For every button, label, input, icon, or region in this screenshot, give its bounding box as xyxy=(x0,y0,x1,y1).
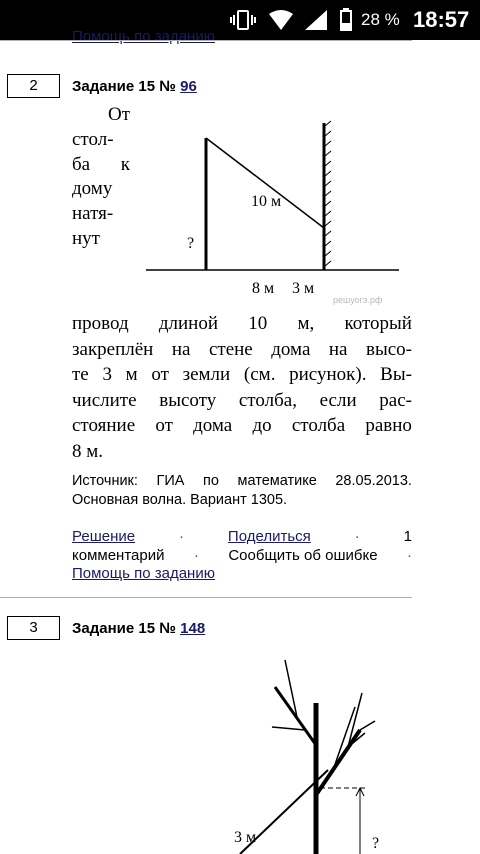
wire-line xyxy=(206,138,324,228)
vibrate-icon xyxy=(230,0,256,40)
label-length: 3 м xyxy=(234,829,257,846)
label-hyp: 10 м xyxy=(251,193,282,210)
divider xyxy=(0,597,412,598)
text-line xyxy=(72,362,412,388)
task-title xyxy=(72,620,205,637)
text-word: до xyxy=(252,415,272,437)
task-id-link[interactable]: 96 xyxy=(180,78,197,95)
text-word: по xyxy=(203,473,219,489)
text-word: стояние xyxy=(72,415,136,437)
text-line xyxy=(72,413,412,439)
label-question: ? xyxy=(187,235,195,252)
text-word: столба, xyxy=(238,389,297,411)
text-word: ба xyxy=(72,153,91,175)
battery-icon xyxy=(339,0,353,40)
label-question: ? xyxy=(372,835,380,852)
label-base: 8 м xyxy=(252,280,275,297)
task-number-box: 2 xyxy=(7,74,60,98)
text-word: равно xyxy=(365,415,412,437)
text-line xyxy=(72,472,412,491)
watermark: решуогэ.рф xyxy=(333,295,383,305)
task-id-link[interactable]: 148 xyxy=(180,620,206,637)
text-word: рисунок). xyxy=(289,364,367,386)
text-word: рас- xyxy=(379,389,412,411)
task-text-wrap xyxy=(72,103,130,252)
text-word: длиной xyxy=(158,313,219,334)
text-word: земли xyxy=(182,364,231,386)
text-word: высоту xyxy=(159,389,217,411)
tree-twig xyxy=(272,727,305,730)
text-word: числите xyxy=(72,389,137,411)
text-word: ГИА xyxy=(156,473,185,489)
wall-hatching xyxy=(325,121,331,266)
text-word: если xyxy=(319,389,357,411)
text-word: 28.05.2013. xyxy=(335,473,412,489)
text-word: Вы- xyxy=(380,364,412,386)
text-word: м xyxy=(125,364,138,386)
solution-link[interactable]: Решение xyxy=(72,528,136,545)
source-text xyxy=(72,472,412,510)
help-link-cut[interactable]: Помощь по заданию xyxy=(72,28,215,45)
task-text-para xyxy=(72,311,412,465)
text-word: м, xyxy=(297,313,315,334)
text-word: 3 xyxy=(102,364,112,386)
text-line xyxy=(72,128,130,153)
text-word: те xyxy=(72,364,89,386)
tree-branch xyxy=(316,730,360,795)
task-number-box: 3 xyxy=(7,616,60,640)
text-word: от xyxy=(151,364,169,386)
text-word: Основная волна. Вариант 1305. xyxy=(72,492,288,508)
report-error-link[interactable]: Сообщить об ошибке xyxy=(228,546,378,564)
text-word: дома xyxy=(271,338,311,360)
text-line xyxy=(72,337,412,363)
task-title xyxy=(72,78,197,95)
text-word: От xyxy=(107,104,130,125)
text-line xyxy=(72,439,412,465)
text-line xyxy=(72,388,412,414)
text-word: Источник: xyxy=(72,473,138,489)
tree-branch xyxy=(275,687,316,745)
task-title-prefix: Задание 15 № xyxy=(72,620,176,637)
text-word: математике xyxy=(237,473,317,489)
label-wall: 3 м xyxy=(292,280,315,297)
signal-icon xyxy=(304,0,328,40)
battery-percent: 28 % xyxy=(361,10,400,29)
text-line xyxy=(72,227,130,252)
pole-wire-figure xyxy=(146,120,412,305)
comments-count-link[interactable]: 1 xyxy=(403,528,412,545)
text-word: дому xyxy=(72,178,113,200)
text-line xyxy=(72,491,412,510)
tree-twig xyxy=(360,721,375,730)
task-title-prefix: Задание 15 № xyxy=(72,78,176,95)
text-word: (см. xyxy=(243,364,276,386)
text-word: провод xyxy=(72,313,129,334)
text-word: от xyxy=(155,415,173,437)
separator: · xyxy=(354,528,360,545)
text-word: высо- xyxy=(366,338,412,360)
text-word: на xyxy=(328,338,348,360)
task-links xyxy=(72,528,412,584)
text-line xyxy=(72,311,412,337)
divider xyxy=(0,40,412,41)
text-line xyxy=(72,177,130,202)
text-word: столба xyxy=(291,415,346,437)
text-word: нут xyxy=(72,227,100,249)
text-word: который xyxy=(344,313,412,334)
text-word: на xyxy=(171,338,191,360)
text-word: натя- xyxy=(72,203,114,225)
clock: 18:57 xyxy=(413,7,470,32)
wifi-icon xyxy=(268,0,294,40)
text-word: стене xyxy=(208,338,253,360)
separator: · xyxy=(179,528,184,545)
separator: · xyxy=(406,546,412,564)
page-content xyxy=(0,28,480,854)
comments-link[interactable]: комментарий xyxy=(72,546,165,564)
text-word: к xyxy=(120,153,130,175)
text-word: дома xyxy=(193,415,233,437)
text-line xyxy=(72,103,130,128)
help-link[interactable]: Помощь по заданию xyxy=(72,565,215,582)
text-line xyxy=(72,153,130,178)
text-word: 10 xyxy=(248,313,268,334)
separator: · xyxy=(193,546,199,564)
text-word: 8 м. xyxy=(72,440,104,462)
share-link[interactable]: Поделиться xyxy=(227,528,311,545)
tree-figure xyxy=(200,655,400,854)
text-word: закреплён xyxy=(72,338,154,360)
text-line xyxy=(72,202,130,227)
text-word: стол- xyxy=(72,128,114,150)
